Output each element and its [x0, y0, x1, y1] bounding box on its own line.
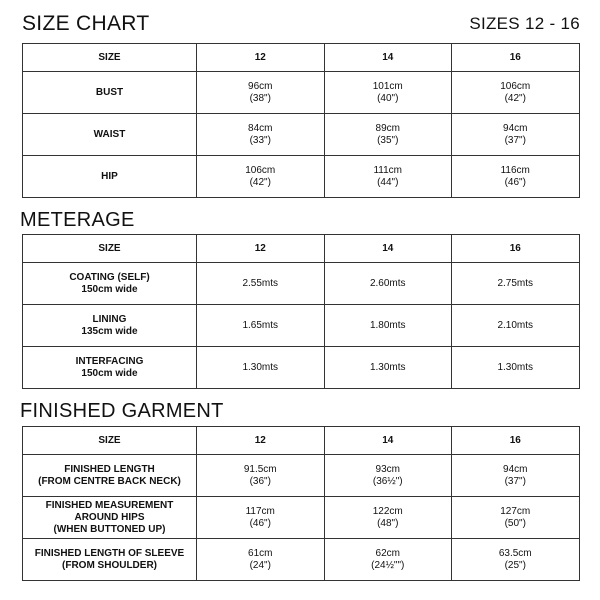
value-cell: 1.30mts [324, 347, 452, 389]
value-cell: 96cm (38") [197, 72, 325, 114]
value-cell: 63.5cm (25") [452, 539, 580, 581]
value-cell: 91.5cm (36") [197, 455, 325, 497]
row-label: COATING (SELF) 150cm wide [23, 263, 197, 305]
meterage-title: METERAGE [20, 209, 135, 231]
table-header-row [23, 44, 580, 72]
page-title: SIZE CHART [22, 12, 150, 35]
value-cell: 106cm (42") [197, 156, 325, 198]
value-cell: 2.10mts [452, 305, 580, 347]
table-row [23, 156, 580, 198]
row-label: FINISHED MEASUREMENT AROUND HIPS (WHEN BUTTONED UP) [23, 497, 197, 539]
header-cell: 14 [324, 44, 452, 72]
finished-garment-table [22, 426, 580, 581]
value-cell: 2.55mts [197, 263, 325, 305]
table-header-row [23, 427, 580, 455]
value-cell: 106cm (42") [452, 72, 580, 114]
finished-garment-title: FINISHED GARMENT [20, 400, 224, 422]
table-row [23, 347, 580, 389]
value-cell: 2.75mts [452, 263, 580, 305]
row-label: BUST [23, 72, 197, 114]
table-row [23, 455, 580, 497]
value-cell: 127cm (50") [452, 497, 580, 539]
value-cell: 94cm (37") [452, 114, 580, 156]
value-cell: 116cm (46") [452, 156, 580, 198]
value-cell: 111cm (44") [324, 156, 452, 198]
header-cell: 16 [452, 44, 580, 72]
value-cell: 1.30mts [197, 347, 325, 389]
value-cell: 93cm (36½") [324, 455, 452, 497]
row-label: FINISHED LENGTH OF SLEEVE (FROM SHOULDER) [23, 539, 197, 581]
row-label: HIP [23, 156, 197, 198]
header-cell: 14 [324, 235, 452, 263]
value-cell: 84cm (33") [197, 114, 325, 156]
header-cell: 12 [197, 427, 325, 455]
table-row [23, 539, 580, 581]
header-cell: 12 [197, 235, 325, 263]
meterage-table [22, 234, 580, 389]
table-header-row [23, 235, 580, 263]
header-cell: 16 [452, 235, 580, 263]
value-cell: 1.65mts [197, 305, 325, 347]
row-label: INTERFACING 150cm wide [23, 347, 197, 389]
value-cell: 1.30mts [452, 347, 580, 389]
value-cell: 117cm (46") [197, 497, 325, 539]
table-row [23, 114, 580, 156]
value-cell: 101cm (40") [324, 72, 452, 114]
table-row [23, 263, 580, 305]
row-label: WAIST [23, 114, 197, 156]
row-label: FINISHED LENGTH (FROM CENTRE BACK NECK) [23, 455, 197, 497]
header-cell: 12 [197, 44, 325, 72]
value-cell: 2.60mts [324, 263, 452, 305]
size-chart-table [22, 43, 580, 198]
value-cell: 1.80mts [324, 305, 452, 347]
header-cell: SIZE [23, 235, 197, 263]
value-cell: 94cm (37") [452, 455, 580, 497]
header-cell: 16 [452, 427, 580, 455]
value-cell: 122cm (48") [324, 497, 452, 539]
value-cell: 62cm (24½"") [324, 539, 452, 581]
table-row [23, 72, 580, 114]
table-row [23, 497, 580, 539]
value-cell: 61cm (24") [197, 539, 325, 581]
header-cell: 14 [324, 427, 452, 455]
header-cell: SIZE [23, 44, 197, 72]
value-cell: 89cm (35") [324, 114, 452, 156]
sizes-range-label: SIZES 12 - 16 [469, 14, 580, 33]
row-label: LINING 135cm wide [23, 305, 197, 347]
table-row [23, 305, 580, 347]
header-cell: SIZE [23, 427, 197, 455]
